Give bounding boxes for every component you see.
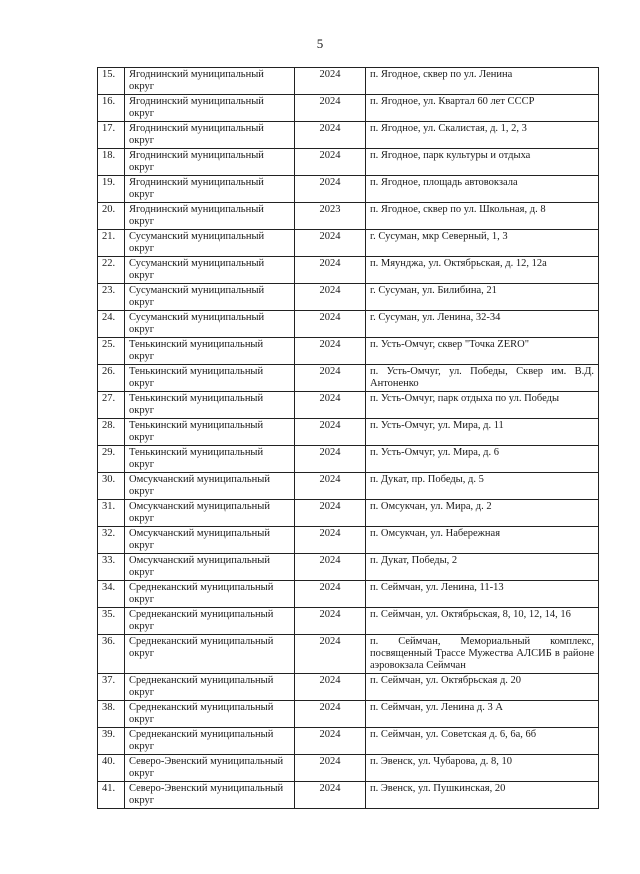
year-cell: 2024 (295, 500, 366, 527)
district-cell: Северо-Эвенский муниципальный округ (125, 755, 295, 782)
year-cell: 2024 (295, 338, 366, 365)
year-cell: 2024 (295, 419, 366, 446)
row-number: 20. (98, 203, 125, 230)
row-number: 39. (98, 728, 125, 755)
year-cell: 2023 (295, 203, 366, 230)
row-number: 40. (98, 755, 125, 782)
year-cell: 2024 (295, 581, 366, 608)
district-cell: Ягоднинский муниципальный округ (125, 122, 295, 149)
table-row (98, 203, 599, 230)
row-number: 28. (98, 419, 125, 446)
year-cell: 2024 (295, 284, 366, 311)
row-number: 34. (98, 581, 125, 608)
year-cell: 2024 (295, 68, 366, 95)
table-row (98, 674, 599, 701)
year-cell: 2024 (295, 701, 366, 728)
year-cell: 2024 (295, 608, 366, 635)
district-cell: Ягоднинский муниципальный округ (125, 95, 295, 122)
year-cell: 2024 (295, 311, 366, 338)
table-row (98, 701, 599, 728)
address-cell: п. Ягодное, сквер по ул. Ленина (366, 68, 599, 95)
table-row (98, 95, 599, 122)
year-cell: 2024 (295, 674, 366, 701)
district-cell: Омсукчанский муниципальный округ (125, 527, 295, 554)
year-cell: 2024 (295, 446, 366, 473)
district-cell: Ягоднинский муниципальный округ (125, 68, 295, 95)
row-number: 15. (98, 68, 125, 95)
district-cell: Ягоднинский муниципальный округ (125, 203, 295, 230)
district-cell: Тенькинский муниципальный округ (125, 419, 295, 446)
address-cell: п. Эвенск, ул. Чубарова, д. 8, 10 (366, 755, 599, 782)
year-cell: 2024 (295, 635, 366, 674)
address-cell: п. Дукат, Победы, 2 (366, 554, 599, 581)
row-number: 27. (98, 392, 125, 419)
row-number: 21. (98, 230, 125, 257)
row-number: 41. (98, 782, 125, 809)
row-number: 35. (98, 608, 125, 635)
row-number: 17. (98, 122, 125, 149)
table-row (98, 500, 599, 527)
row-number: 31. (98, 500, 125, 527)
table-row (98, 755, 599, 782)
year-cell: 2024 (295, 473, 366, 500)
district-cell: Сусуманский муниципальный округ (125, 284, 295, 311)
district-cell: Среднеканский муниципальный округ (125, 581, 295, 608)
address-cell: п. Усть-Омчуг, ул. Мира, д. 11 (366, 419, 599, 446)
year-cell: 2024 (295, 365, 366, 392)
registry-table (97, 67, 599, 809)
table-row (98, 635, 599, 674)
page-number: 5 (316, 36, 324, 51)
district-cell: Омсукчанский муниципальный округ (125, 500, 295, 527)
table-row (98, 419, 599, 446)
row-number: 38. (98, 701, 125, 728)
address-cell: п. Ягодное, сквер по ул. Школьная, д. 8 (366, 203, 599, 230)
table-row (98, 608, 599, 635)
district-cell: Тенькинский муниципальный округ (125, 392, 295, 419)
table-row (98, 728, 599, 755)
year-cell: 2024 (295, 782, 366, 809)
table-row (98, 473, 599, 500)
address-cell: п. Сеймчан, ул. Советская д. 6, 6а, 6б (366, 728, 599, 755)
row-number: 18. (98, 149, 125, 176)
table-row (98, 176, 599, 203)
year-cell: 2024 (295, 392, 366, 419)
row-number: 33. (98, 554, 125, 581)
table-row (98, 68, 599, 95)
row-number: 25. (98, 338, 125, 365)
table-row (98, 122, 599, 149)
district-cell: Тенькинский муниципальный округ (125, 365, 295, 392)
row-number: 22. (98, 257, 125, 284)
year-cell: 2024 (295, 755, 366, 782)
row-number: 16. (98, 95, 125, 122)
year-cell: 2024 (295, 257, 366, 284)
table-row (98, 527, 599, 554)
address-cell: п. Усть-Омчуг, сквер "Точка ZERO" (366, 338, 599, 365)
address-cell: п. Ягодное, ул. Квартал 60 лет СССР (366, 95, 599, 122)
row-number: 26. (98, 365, 125, 392)
address-cell: п. Ягодное, площадь автовокзала (366, 176, 599, 203)
district-cell: Сусуманский муниципальный округ (125, 257, 295, 284)
address-cell: п. Сеймчан, Мемориальный комплекс, посвященный Трассе Мужества АЛСИБ в районе аэровокзала Сеймчан (366, 635, 599, 674)
row-number: 30. (98, 473, 125, 500)
address-cell: п. Эвенск, ул. Пушкинская, 20 (366, 782, 599, 809)
district-cell: Среднеканский муниципальный округ (125, 728, 295, 755)
address-cell: п. Ягодное, ул. Скалистая, д. 1, 2, 3 (366, 122, 599, 149)
registry-table-body (98, 68, 599, 809)
row-number: 23. (98, 284, 125, 311)
address-cell: п. Усть-Омчуг, парк отдыха по ул. Победы (366, 392, 599, 419)
district-cell: Среднеканский муниципальный округ (125, 674, 295, 701)
address-cell: г. Сусуман, мкр Северный, 1, 3 (366, 230, 599, 257)
address-cell: г. Сусуман, ул. Ленина, 32-34 (366, 311, 599, 338)
table-row (98, 149, 599, 176)
district-cell: Среднеканский муниципальный округ (125, 635, 295, 674)
address-cell: п. Сеймчан, ул. Октябрьская д. 20 (366, 674, 599, 701)
district-cell: Омсукчанский муниципальный округ (125, 473, 295, 500)
district-cell: Среднеканский муниципальный округ (125, 701, 295, 728)
address-cell: п. Омсукчан, ул. Мира, д. 2 (366, 500, 599, 527)
table-row (98, 365, 599, 392)
table-row (98, 311, 599, 338)
address-cell: п. Сеймчан, ул. Октябрьская, 8, 10, 12, 14, 16 (366, 608, 599, 635)
table-row (98, 284, 599, 311)
address-cell: г. Сусуман, ул. Билибина, 21 (366, 284, 599, 311)
district-cell: Тенькинский муниципальный округ (125, 338, 295, 365)
table-row (98, 230, 599, 257)
year-cell: 2024 (295, 176, 366, 203)
row-number: 37. (98, 674, 125, 701)
table-row (98, 782, 599, 809)
district-cell: Ягоднинский муниципальный округ (125, 176, 295, 203)
address-cell: п. Дукат, пр. Победы, д. 5 (366, 473, 599, 500)
row-number: 32. (98, 527, 125, 554)
table-row (98, 257, 599, 284)
district-cell: Северо-Эвенский муниципальный округ (125, 782, 295, 809)
row-number: 24. (98, 311, 125, 338)
table-row (98, 446, 599, 473)
address-cell: п. Сеймчан, ул. Ленина, 11-13 (366, 581, 599, 608)
address-cell: п. Мяунджа, ул. Октябрьская, д. 12, 12а (366, 257, 599, 284)
year-cell: 2024 (295, 230, 366, 257)
year-cell: 2024 (295, 554, 366, 581)
year-cell: 2024 (295, 149, 366, 176)
address-cell: п. Ягодное, парк культуры и отдыха (366, 149, 599, 176)
district-cell: Сусуманский муниципальный округ (125, 311, 295, 338)
district-cell: Омсукчанский муниципальный округ (125, 554, 295, 581)
year-cell: 2024 (295, 728, 366, 755)
district-cell: Тенькинский муниципальный округ (125, 446, 295, 473)
address-cell: п. Сеймчан, ул. Ленина д. 3 А (366, 701, 599, 728)
year-cell: 2024 (295, 122, 366, 149)
row-number: 36. (98, 635, 125, 674)
address-cell: п. Омсукчан, ул. Набережная (366, 527, 599, 554)
district-cell: Ягоднинский муниципальный округ (125, 149, 295, 176)
table-row (98, 392, 599, 419)
table-row (98, 338, 599, 365)
year-cell: 2024 (295, 95, 366, 122)
district-cell: Среднеканский муниципальный округ (125, 608, 295, 635)
row-number: 29. (98, 446, 125, 473)
year-cell: 2024 (295, 527, 366, 554)
address-cell: п. Усть-Омчуг, ул. Победы, Сквер им. В.Д. Антоненко (366, 365, 599, 392)
district-cell: Сусуманский муниципальный округ (125, 230, 295, 257)
row-number: 19. (98, 176, 125, 203)
table-row (98, 581, 599, 608)
address-cell: п. Усть-Омчуг, ул. Мира, д. 6 (366, 446, 599, 473)
table-row (98, 554, 599, 581)
